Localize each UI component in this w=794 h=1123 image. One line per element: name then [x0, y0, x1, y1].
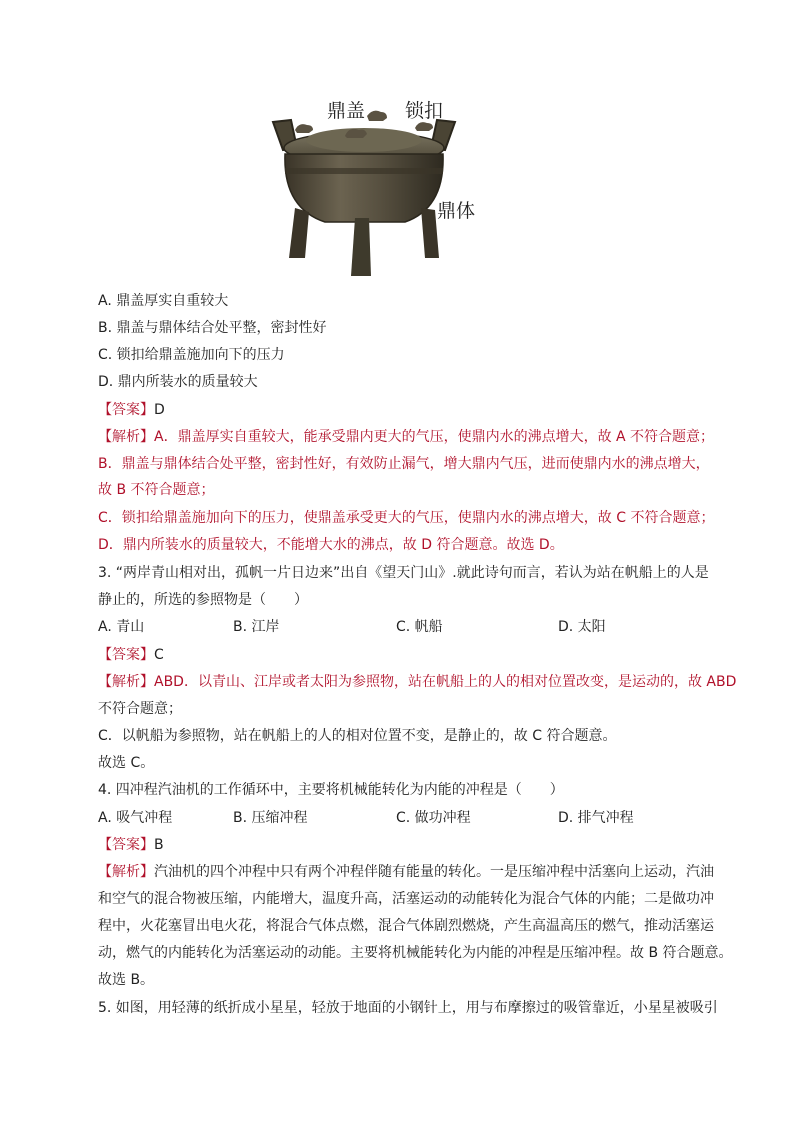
- q4-answer-value: B: [154, 837, 164, 853]
- q3-analysis-tag: 【解析】: [98, 674, 154, 690]
- ding-vessel-image: [255, 90, 485, 280]
- q2-option-d: D. 鼎内所装水的质量较大: [98, 374, 258, 390]
- q5-stem: 5. 如图，用轻薄的纸折成小星星，轻放于地面的小钢针上，用与布摩擦过的吸管靠近，小星星被吸引: [98, 1000, 718, 1016]
- q2-analysis-line-4: C．锁扣给鼎盖施加向下的压力，使鼎盖承受更大的气压，使鼎内水的沸点增大，故 C 不符合题意；: [98, 510, 715, 526]
- q2-option-a: A. 鼎盖厚实自重较大: [98, 293, 229, 309]
- q2-analysis-line-3: 故 B 不符合题意；: [98, 482, 215, 498]
- q3-analysis-line-1: [98, 672, 737, 692]
- q4-answer-tag: 【答案】: [98, 837, 154, 853]
- q4-answer: [98, 835, 728, 855]
- q3-answer: [98, 645, 728, 665]
- q4-option-a: A. 吸气冲程: [98, 810, 173, 826]
- q4-option-d: D. 排气冲程: [558, 810, 634, 826]
- q3-analysis-line-4: 故选 C。: [98, 755, 155, 771]
- label-body: 鼎体: [437, 200, 476, 222]
- ding-figure: [255, 90, 485, 280]
- q2-answer-value: D: [154, 402, 165, 418]
- label-lid: 鼎盖: [327, 100, 366, 122]
- q3-option-b: B. 江岸: [233, 619, 280, 635]
- q4-analysis-text-1: 汽油机的四个冲程中只有两个冲程伴随有能量的转化。一是压缩冲程中活塞向上运动，汽油: [154, 864, 714, 880]
- q4-analysis-line-5: 故选 B。: [98, 972, 155, 988]
- q2-analysis-line-2: B．鼎盖与鼎体结合处平整，密封性好，有效防止漏气，增大鼎内气压，进而使鼎内水的沸点增大，: [98, 456, 710, 472]
- q2-answer-tag: 【答案】: [98, 402, 154, 418]
- label-lock: 锁扣: [405, 100, 444, 122]
- q4-option-b: B. 压缩冲程: [233, 810, 308, 826]
- q3-answer-value: C: [154, 647, 164, 663]
- q4-stem: 4. 四冲程汽油机的工作循环中，主要将机械能转化为内能的冲程是（ ）: [98, 782, 564, 798]
- q2-analysis-line-1: [98, 427, 728, 447]
- q2-option-b: B. 鼎盖与鼎体结合处平整，密封性好: [98, 320, 327, 336]
- q3-stem-line-2: 静止的，所选的参照物是（ ）: [98, 592, 308, 608]
- q4-analysis-line-4: 动，燃气的内能转化为活塞运动的动能。主要将机械能转化为内能的冲程是压缩冲程。故 B 符合题意。: [98, 945, 733, 961]
- q4-analysis-tag: 【解析】: [98, 864, 154, 880]
- q4-analysis-line-2: 和空气的混合物被压缩，内能增大，温度升高，活塞运动的动能转化为混合气体的内能；二是做功冲: [98, 891, 714, 907]
- q3-answer-tag: 【答案】: [98, 647, 154, 663]
- q3-stem-line-1: 3. “两岸青山相对出，孤帆一片日边来”出自《望天门山》.就此诗句而言，若认为站在帆船上的人是: [98, 565, 709, 581]
- q3-option-a: A. 青山: [98, 619, 145, 635]
- q4-analysis-line-1: [98, 862, 728, 882]
- q3-analysis-line-3: C．以帆船为参照物，站在帆船上的人的相对位置不变，是静止的，故 C 符合题意。: [98, 728, 617, 744]
- q2-analysis-line-5: D．鼎内所装水的质量较大，不能增大水的沸点，故 D 符合题意。故选 D。: [98, 537, 564, 553]
- q2-option-c: C. 锁扣给鼎盖施加向下的压力: [98, 347, 285, 363]
- q2-answer: [98, 400, 728, 420]
- q3-option-d: D. 太阳: [558, 619, 606, 635]
- q3-analysis-text-1: ABD．以青山、江岸或者太阳为参照物，站在帆船上的人的相对位置改变，是运动的，故 ABD: [154, 674, 737, 690]
- q3-option-c: C. 帆船: [396, 619, 443, 635]
- q2-analysis-tag: 【解析】: [98, 429, 154, 445]
- q4-analysis-line-3: 程中，火花塞冒出电火花，将混合气体点燃，混合气体剧烈燃烧，产生高温高压的燃气，推动活塞运: [98, 918, 714, 934]
- q3-analysis-line-2: 不符合题意；: [98, 701, 182, 717]
- q2-analysis-text-1: A．鼎盖厚实自重较大，能承受鼎内更大的气压，使鼎内水的沸点增大，故 A 不符合题意；: [154, 429, 715, 445]
- q4-option-c: C. 做功冲程: [396, 810, 471, 826]
